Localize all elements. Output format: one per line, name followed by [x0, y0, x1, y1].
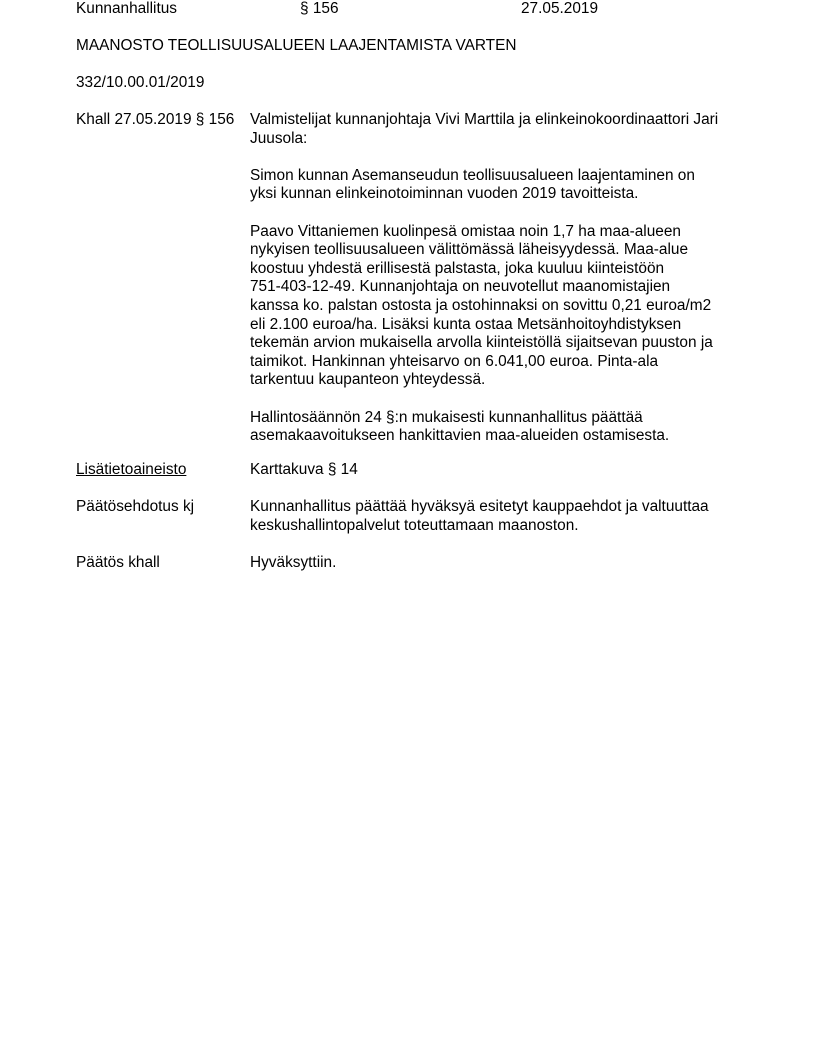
- decision-value: Hyväksyttiin.: [250, 554, 337, 571]
- proposal-text: [250, 498, 750, 535]
- text-line: tekemän arvion mukaisella arvolla kiinteistöllä sijaitsevan puuston ja: [250, 334, 713, 352]
- text-line: taimikot. Hankinnan yhteisarvo on 6.041,00 euroa. Pinta-ala: [250, 352, 659, 370]
- header-date: 27.05.2019: [521, 0, 599, 17]
- decision-content: [250, 554, 750, 573]
- header-section-number: § 156: [300, 0, 339, 17]
- text-line: eli 2.100 euroa/ha. Lisäksi kunta ostaa Metsänhoitoyhdistyksen: [250, 315, 682, 333]
- text-line: 751-403-12-49. Kunnanjohtaja on neuvotellut maanomistajien: [250, 278, 671, 296]
- diary-number: 332/10.00.01/2019: [76, 74, 205, 91]
- paragraph: [250, 223, 750, 390]
- additional-info-label: Lisätietoaineisto: [76, 461, 187, 478]
- text-line: yksi kunnan elinkeinotoiminnan vuoden 2019 tavoitteista.: [250, 185, 639, 203]
- text-line: Hallintosäännön 24 §:n mukaisesti kunnanhallitus päättää: [250, 408, 643, 426]
- text-line: Kunnanhallitus päättää hyväksyä esitetyt kauppaehdot ja valtuuttaa: [250, 498, 709, 515]
- preparation-label: Khall 27.05.2019 § 156: [76, 111, 235, 128]
- paragraph: [250, 409, 750, 446]
- additional-info-value: Karttakuva § 14: [250, 461, 358, 478]
- text-line: Simon kunnan Asemanseudun teollisuusalueen laajentaminen on: [250, 166, 695, 184]
- text-line: keskushallintopalvelut toteuttamaan maanoston.: [250, 516, 579, 534]
- text-line: Valmistelijat kunnanjohtaja Vivi Marttila ja elinkeinokoordinaattori Jari: [250, 111, 719, 128]
- additional-info-content: [250, 461, 750, 480]
- document-title: MAANOSTO TEOLLISUUSALUEEN LAAJENTAMISTA VARTEN: [76, 37, 517, 54]
- text-line: Paavo Vittaniemen kuolinpesä omistaa noin 1,7 ha maa-alueen: [250, 222, 681, 240]
- text-line: kanssa ko. palstan ostosta ja ostohinnaksi on sovittu 0,21 euroa/m2: [250, 296, 712, 314]
- text-line: koostuu yhdestä erillisestä palstasta, joka kuuluu kiinteistöön: [250, 259, 665, 277]
- preparation-text: [250, 111, 750, 446]
- header-body-name: Kunnanhallitus: [76, 0, 177, 17]
- decision-label: Päätös khall: [76, 554, 160, 571]
- paragraph: [250, 167, 750, 204]
- text-line: tarkentuu kaupanteon yhteydessä.: [250, 371, 486, 389]
- text-line: asemakaavoitukseen hankittavien maa-alueiden ostamisesta.: [250, 427, 670, 445]
- proposal-label: Päätösehdotus kj: [76, 498, 195, 515]
- text-line: Juusola:: [250, 129, 308, 147]
- text-line: nykyisen teollisuusalueen välittömässä läheisyydessä. Maa-alue: [250, 241, 689, 259]
- paragraph: [250, 111, 750, 148]
